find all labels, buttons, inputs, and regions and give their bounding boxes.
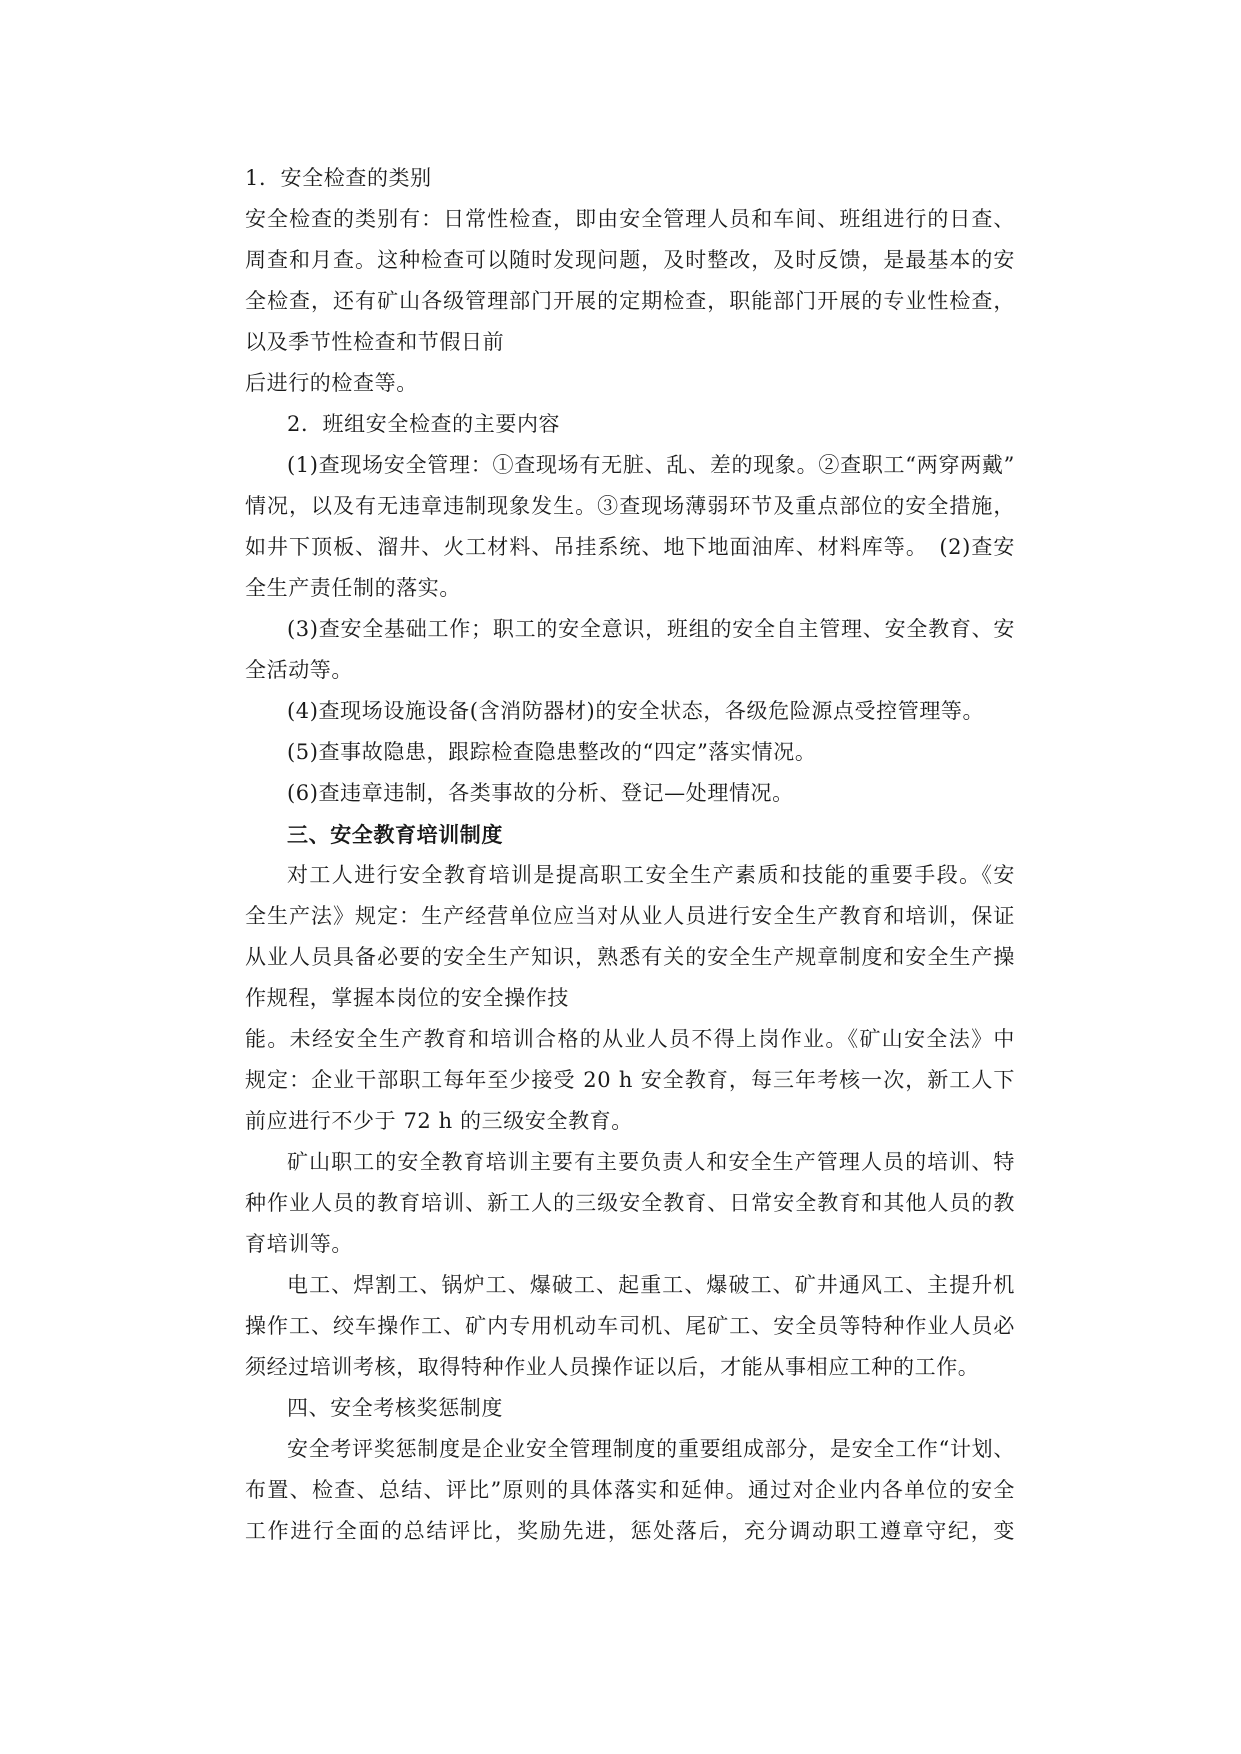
text-line: 全检查，还有矿山各级管理部门开展的定期检查，职能部门开展的专业性检查， — [245, 289, 1015, 313]
text-line: 对工人进行安全教育培训是提高职工安全生产素质和技能的重要手段。《安 — [287, 863, 1015, 887]
text-line: 全活动等。 — [245, 658, 353, 682]
text-line: 须经过培训考核，取得特种作业人员操作证以后，才能从事相应工种的工作。 — [245, 1355, 980, 1379]
text-line: 四、安全考核奖惩制度 — [287, 1396, 503, 1420]
text-line: 2．班组安全检查的主要内容 — [287, 412, 561, 436]
text-line: 规定：企业干部职工每年至少接受 20 h 安全教育，每三年考核一次，新工人下 — [245, 1068, 1015, 1092]
text-line: 布置、检查、总结、评比”原则的具体落实和延伸。通过对企业内各单位的安全 — [245, 1478, 1015, 1502]
text-line: 能。未经安全生产教育和培训合格的从业人员不得上岗作业。《矿山安全法》中 — [245, 1027, 1015, 1051]
text-line: (4)查现场设施设备(含消防器材)的安全状态，各级危险源点受控管理等。 — [287, 699, 985, 723]
text-line: 从业人员具备必要的安全生产知识，熟悉有关的安全生产规章制度和安全生产操 — [245, 945, 1015, 969]
text-line: 电工、焊割工、锅炉工、爆破工、起重工、爆破工、矿井通风工、主提升机 — [287, 1273, 1015, 1297]
text-line: (3)查安全基础工作；职工的安全意识，班组的安全自主管理、安全教育、安 — [287, 617, 1015, 641]
text-line: 前应进行不少于 72 h 的三级安全教育。 — [245, 1109, 633, 1133]
text-line: 全生产责任制的落实。 — [245, 576, 461, 600]
text-line: 全生产法》规定：生产经营单位应当对从业人员进行安全生产教育和培训，保证 — [245, 904, 1015, 928]
text-line: 作规程，掌握本岗位的安全操作技 — [245, 986, 569, 1010]
text-line: 操作工、绞车操作工、矿内专用机动车司机、尾矿工、安全员等特种作业人员必 — [245, 1314, 1015, 1338]
text-line: (6)查违章违制，各类事故的分析、登记—处理情况。 — [287, 781, 794, 805]
text-line: (5)查事故隐患，跟踪检查隐患整改的“四定”落实情况。 — [287, 740, 817, 764]
text-line: 以及季节性检查和节假日前 — [245, 330, 505, 354]
text-line: 矿山职工的安全教育培训主要有主要负责人和安全生产管理人员的培训、特 — [287, 1150, 1015, 1174]
text-line: 情况，以及有无违章违制现象发生。③查现场薄弱环节及重点部位的安全措施， — [245, 494, 1015, 518]
text-line: 1．安全检查的类别 — [245, 166, 432, 190]
text-line: 周查和月查。这种检查可以随时发现问题，及时整改，及时反馈，是最基本的安 — [245, 248, 1015, 272]
document-body — [245, 158, 1015, 1552]
text-line: 育培训等。 — [245, 1232, 353, 1256]
text-line: 工作进行全面的总结评比，奖励先进，惩处落后，充分调动职工遵章守纪，变 — [245, 1519, 1015, 1543]
text-line: (1)查现场安全管理：①查现场有无脏、乱、差的现象。②查职工“两穿两戴” — [287, 453, 1015, 477]
section-heading: 三、安全教育培训制度 — [287, 822, 503, 847]
text-line: 安全检查的类别有：日常性检查，即由安全管理人员和车间、班组进行的日查、 — [245, 207, 1015, 231]
text-line: 如井下顶板、溜井、火工材料、吊挂系统、地下地面油库、材料库等。 (2)查安 — [245, 535, 1015, 559]
text-line: 安全考评奖惩制度是企业安全管理制度的重要组成部分，是安全工作“计划、 — [287, 1437, 1015, 1461]
text-line: 种作业人员的教育培训、新工人的三级安全教育、日常安全教育和其他人员的教 — [245, 1191, 1015, 1215]
text-line: 后进行的检查等。 — [245, 371, 418, 395]
